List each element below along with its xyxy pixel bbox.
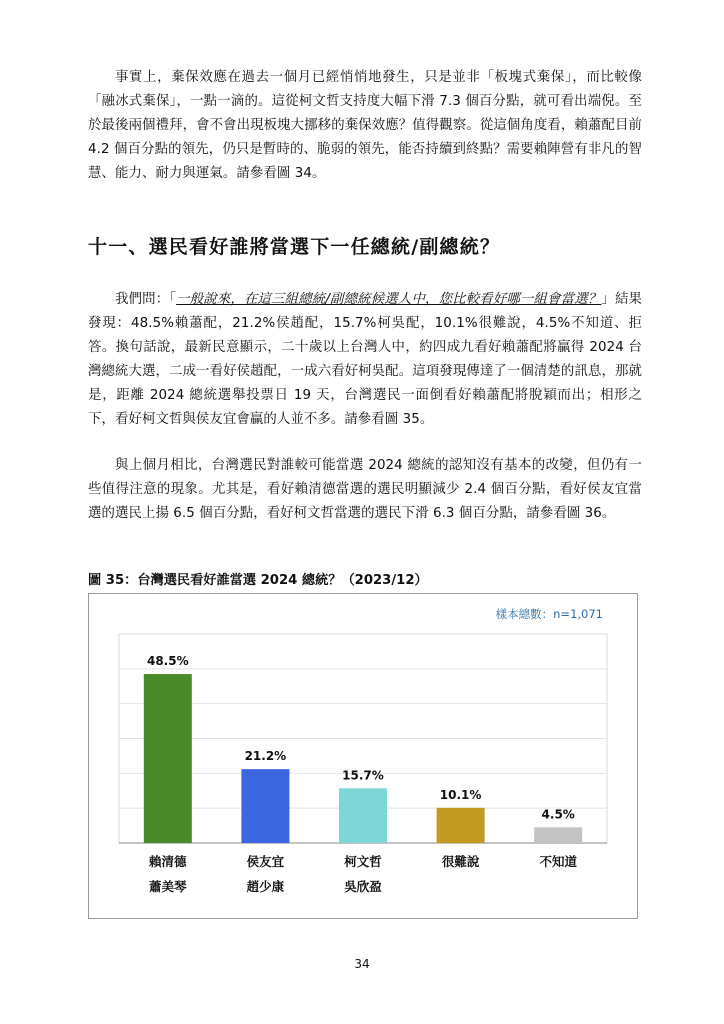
bar-chart	[89, 594, 637, 918]
question-prefix: 我們問：「	[115, 292, 177, 307]
category-label-2-0: 柯文哲	[344, 854, 382, 869]
data-label-0: 48.5%	[146, 654, 189, 669]
bar-4	[534, 827, 582, 843]
bar-0	[144, 674, 192, 843]
data-label-2: 15.7%	[342, 768, 384, 783]
data-label-1: 21.2%	[244, 749, 287, 764]
sample-size-label: 樣本總數：n=1,071	[495, 607, 603, 621]
bar-3	[437, 808, 485, 843]
data-label-3: 10.1%	[439, 787, 482, 802]
category-label-4-0: 不知道	[539, 854, 577, 869]
question-suffix: 」	[601, 292, 615, 307]
results-paragraph	[88, 288, 642, 432]
category-label-1-1: 趙少康	[246, 879, 285, 894]
category-label-0-1: 蕭美琴	[149, 879, 187, 894]
figure-title: 圖 35：台灣選民看好誰當選 2024 總統？（2023/12）	[88, 573, 428, 588]
section-heading: 十一、選民看好誰將當選下一任總統/副總統？	[88, 236, 501, 258]
comparison-paragraph	[88, 454, 642, 526]
intro-paragraph	[88, 66, 642, 186]
page-number: 34	[354, 957, 370, 971]
comparison-text: 與上個月相比，台灣選民對誰較可能當選 2024 總統的認知沒有基本的改變，但仍有一些值得注意的現象。尤其是，看好賴清德當選的選民明顯減少 2.4 個百分點，看好侯友宜當選的選民上揚 6.5 個百分點，看好柯文哲當選的選民下滑 6.3 個百分點，請參看圖 36。	[88, 458, 642, 521]
results-text: 結果發現：48.5%賴蕭配，21.2%侯趙配，15.7%柯吳配，10.1%很難說，4.5%不知道、拒答。換句話說，最新民意顯示，二十歲以上台灣人中，約四成九看好賴蕭配將贏得 2024 台灣總統大選，二成一看好侯趙配，一成六看好柯吳配。這項發現傳達了一個清楚的訊息，那就是，距離 2024 總統選舉投票日 19 天，台灣選民一面倒看好賴蕭配將脫穎而出；相形之下，看好柯文哲與侯友宜會贏的人並不多。請參看圖 35。	[88, 292, 642, 427]
chart-frame	[88, 593, 638, 919]
bar-1	[241, 769, 289, 843]
category-label-0-0: 賴清德	[149, 854, 187, 869]
category-label-3-0: 很難說	[441, 854, 480, 869]
question-text: 一般說來，在這三組總統/副總統候選人中，您比較看好哪一組會當選？	[176, 292, 602, 307]
data-label-4: 4.5%	[541, 807, 575, 822]
category-label-1-0: 侯友宜	[246, 854, 285, 869]
bar-2	[339, 788, 387, 843]
category-label-2-1: 吳欣盈	[344, 879, 382, 894]
intro-text: 事實上，棄保效應在過去一個月已經悄悄地發生，只是並非「板塊式棄保」，而比較像「融冰式棄保」，一點一滴的。這從柯文哲支持度大幅下滑 7.3 個百分點，就可看出端倪。至於最後兩個禮拜，會不會出現板塊大挪移的棄保效應？值得觀察。從這個角度看，賴蕭配目前 4.2 個百分點的領先，仍只是暫時的、脆弱的領先，能否持續到終點？需要賴陣營有非凡的智慧、能力、耐力與運氣。請參看圖 34。	[88, 70, 642, 181]
